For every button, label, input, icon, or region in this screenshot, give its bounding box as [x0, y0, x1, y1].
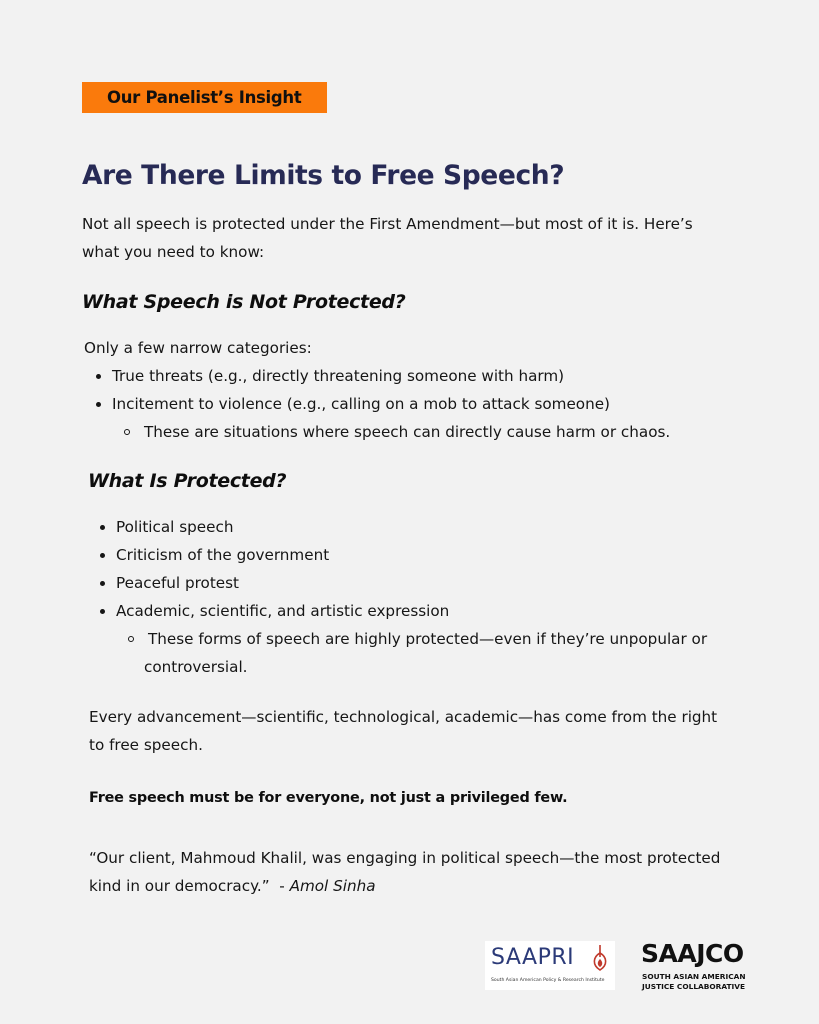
saajco-logo — [641, 939, 761, 994]
list-item: Academic, scientific, and artistic expression — [88, 597, 707, 625]
saapri-logo-subtitle: South Asian American Policy & Research Institute — [491, 978, 605, 983]
saajco-logo-word: SAAJCO — [641, 939, 744, 968]
section-heading-not-protected: What Speech is Not Protected? — [82, 291, 406, 313]
section-heading-protected: What Is Protected? — [88, 470, 287, 492]
saapri-logo-word: SAAPRI — [491, 945, 575, 970]
list-item: Peaceful protest — [88, 569, 707, 597]
quote-line-2 — [89, 872, 376, 900]
list-item: Criticism of the government — [88, 541, 707, 569]
protected-list — [88, 513, 707, 681]
sub-list-item-continuation-text: controversial. — [144, 658, 248, 676]
section-tag — [82, 82, 327, 113]
quote-text-end: kind in our democracy.” — [89, 877, 270, 895]
saajco-logo-subtitle-1: SOUTH ASIAN AMERICAN — [642, 972, 746, 981]
saapri-logo — [485, 941, 615, 990]
not-protected-list — [84, 362, 670, 446]
sub-list-item: These forms of speech are highly protected—even if they’re unpopular or — [88, 625, 707, 653]
quote-attribution: Amol Sinha — [289, 877, 376, 895]
advancement-line-2: to free speech. — [89, 736, 203, 754]
advancement-line-1: Every advancement—scientific, technological, academic—has come from the right — [89, 708, 718, 726]
intro-line-2: what you need to know: — [82, 243, 265, 261]
sub-list-item: These are situations where speech can directly cause harm or chaos. — [84, 418, 670, 446]
intro-line-1: Not all speech is protected under the First Amendment—but most of it is. Here’s — [82, 215, 693, 233]
section-tag-label: Our Panelist’s Insight — [107, 88, 302, 107]
saapri-flame-icon — [589, 943, 611, 973]
list-item: Incitement to violence (e.g., calling on a mob to attack someone) — [84, 390, 670, 418]
saajco-logo-subtitle-2: JUSTICE COLLABORATIVE — [642, 982, 746, 991]
quote-separator: - — [269, 877, 290, 895]
not-protected-lead: Only a few narrow categories: — [84, 339, 312, 357]
page-title: Are There Limits to Free Speech? — [82, 160, 565, 191]
sub-list-item-continuation — [88, 653, 707, 681]
list-item: Political speech — [88, 513, 707, 541]
bold-statement: Free speech must be for everyone, not just a privileged few. — [89, 790, 568, 806]
list-item: True threats (e.g., directly threatening someone with harm) — [84, 362, 670, 390]
quote-line-1: “Our client, Mahmoud Khalil, was engaging in political speech—the most protected — [89, 849, 721, 867]
